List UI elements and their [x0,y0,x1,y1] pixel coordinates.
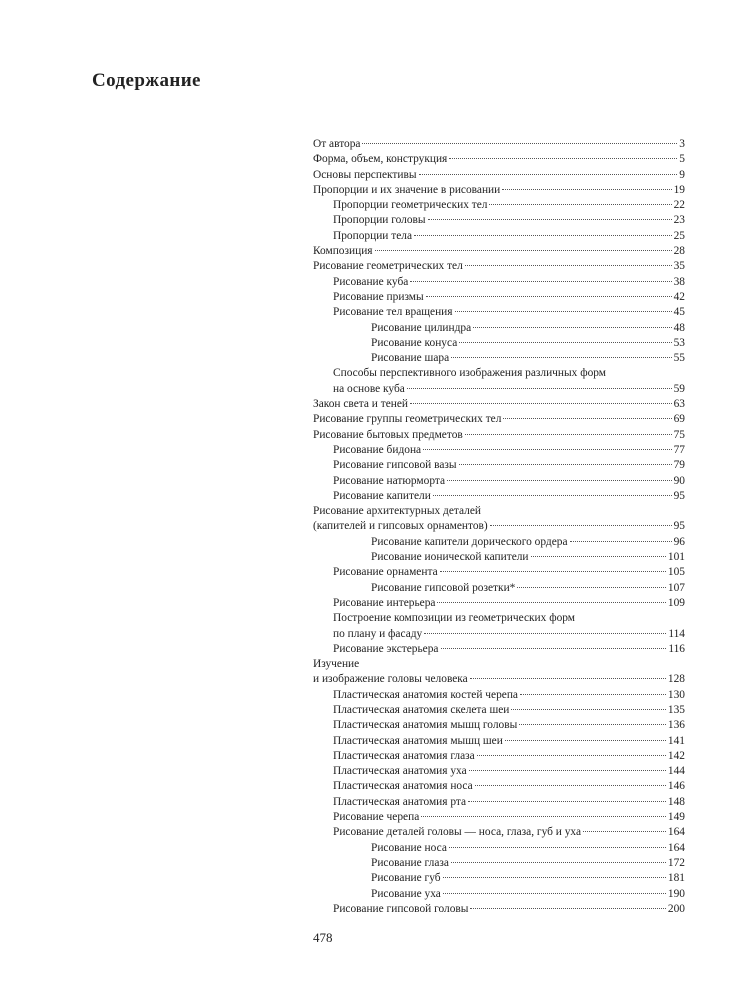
toc-entry-page: 141 [667,734,685,747]
toc-entry[interactable] [313,213,685,228]
toc-entry-page: 96 [673,535,685,548]
toc-entry-label: Пластическая анатомия костей черепа [333,688,518,701]
toc-entry-label: Рисование геометрических тел [313,260,463,273]
toc-entry-page: 128 [667,673,685,686]
toc-entry[interactable] [313,259,685,274]
toc-entry-label: Рисование призмы [333,290,424,303]
dot-leader [468,800,666,802]
toc-entry-page: 19 [673,183,685,196]
toc-entry-label: Закон света и теней [313,398,409,411]
toc-entry-page: 136 [667,719,685,732]
toc-entry-label: Рисование экстерьера [333,642,439,655]
toc-entry-page: 101 [667,551,685,564]
dot-leader [475,784,666,786]
dot-leader [455,310,672,312]
toc-entry-label: на основе куба [333,382,405,395]
toc-entry-label: Рисование глаза [371,856,449,869]
toc-entry[interactable] [313,688,685,703]
toc-entry[interactable] [313,657,685,688]
toc-entry-label: Пропорции геометрических тел [333,199,488,212]
toc-entry[interactable] [313,718,685,733]
toc-entry[interactable] [313,458,685,473]
toc-entry-page: 172 [667,856,685,869]
toc-entry-label: Рисование гипсовой головы [333,902,469,915]
dot-leader [505,739,666,741]
toc-entry-page: 146 [667,780,685,793]
toc-entry-page: 42 [673,290,685,303]
toc-entry-page: 53 [673,336,685,349]
dot-leader [362,142,677,144]
dot-leader [470,907,665,909]
toc-entry[interactable] [313,351,685,366]
dot-leader [443,892,666,894]
toc-entry[interactable] [313,779,685,794]
toc-entry[interactable] [313,504,685,535]
toc-entry-label-line1: Рисование архитектурных деталей [313,505,481,518]
dot-leader [470,677,666,679]
toc-entry-page: 149 [667,811,685,824]
toc-entry[interactable] [313,412,685,427]
dot-leader [410,402,672,404]
toc-entry-label: по плану и фасаду [333,627,423,640]
toc-entry-page: 55 [673,352,685,365]
dot-leader [426,295,672,297]
toc-entry-label: Пластическая анатомия глаза [333,749,475,762]
dot-leader [424,632,666,634]
dot-leader [419,173,678,175]
toc-entry[interactable] [313,749,685,764]
toc-entry-page: 63 [673,398,685,411]
toc-entry[interactable] [313,825,685,840]
dot-leader [437,601,665,603]
toc-entry-label: Рисование гипсовой розетки* [371,581,516,594]
toc-entry-label: Рисование бидона [333,443,422,456]
dot-leader [519,723,666,725]
toc-entry-page: 38 [673,275,685,288]
toc-entry[interactable] [313,856,685,871]
toc-entry-label: Пластическая анатомия мышц головы [333,719,518,732]
toc-entry-page: 69 [673,413,685,426]
toc-entry[interactable] [313,290,685,305]
toc-entry[interactable] [313,489,685,504]
toc-entry-page: 105 [667,566,685,579]
dot-leader [570,540,672,542]
toc-entry[interactable] [313,137,685,152]
toc-entry-page: 35 [673,260,685,273]
dot-leader [375,249,672,251]
toc-entry-page: 144 [667,765,685,778]
dot-leader [520,693,666,695]
dot-leader [517,586,666,588]
toc-entry-label-line1: Построение композиции из геометрических форм [333,612,575,625]
toc-entry-label: Рисование интерьера [333,596,436,609]
toc-entry[interactable] [313,810,685,825]
toc-entry[interactable] [313,168,685,183]
dot-leader [489,203,671,205]
toc-entry-label: Рисование конуса [371,336,458,349]
toc-entry-label: и изображение головы человека [313,673,468,686]
toc-entry[interactable] [313,321,685,336]
toc-entry-label: Основы перспективы [313,168,417,181]
toc-entry-page: 164 [667,841,685,854]
toc-entry-label: Рисование гипсовой вазы [333,459,457,472]
toc-entry-label: Пластическая анатомия уха [333,765,467,778]
toc-entry[interactable] [313,183,685,198]
toc-entry[interactable] [313,336,685,351]
toc-entry[interactable] [313,596,685,611]
toc-entry-page: 48 [673,321,685,334]
toc-entry[interactable] [313,764,685,779]
toc-entry-page: 3 [679,138,685,150]
toc-entry-page: 107 [667,581,685,594]
dot-leader [451,861,666,863]
toc-entry-page: 9 [679,168,685,181]
toc-entry-page: 5 [679,153,685,166]
dot-leader [502,188,671,190]
toc-entry-label: Рисование тел вращения [333,306,453,319]
toc-entry-page: 142 [667,749,685,762]
toc-entry[interactable] [313,428,685,443]
toc-entry-label: (капителей и гипсовых орнаментов) [313,520,488,533]
toc-entry[interactable] [313,198,685,213]
toc-entry-label: Рисование черепа [333,811,420,824]
toc-entry[interactable] [313,397,685,412]
toc-entry-label: Рисование капители дорического ордера [371,535,568,548]
toc-entry-label: Пластическая анатомия носа [333,780,473,793]
page-title: Содержание [92,70,201,91]
dot-leader [459,341,671,343]
toc-entry-label: Рисование капители [333,489,431,502]
toc-entry-page: 109 [667,596,685,609]
toc-entry-page: 200 [667,902,685,915]
toc-entry-page: 90 [673,474,685,487]
toc-entry-page: 59 [673,382,685,395]
dot-leader [477,754,666,756]
toc-entry-label: Композиция [313,245,373,258]
toc-entry-page: 135 [667,703,685,716]
toc-entry-label: Рисование шара [371,352,450,365]
toc-entry[interactable] [313,581,685,596]
toc-entry-page: 22 [673,199,685,212]
dot-leader [503,417,671,419]
toc-entry-label: Пропорции и их значение в рисовании [313,183,501,196]
toc-entry-label: Рисование ионической капители [371,551,529,564]
toc-entry-label: Рисование губ [371,872,441,885]
dot-leader [459,463,672,465]
toc-entry-page: 77 [673,443,685,456]
toc-entry-page: 114 [668,627,685,640]
toc-entry[interactable] [313,474,685,489]
dot-leader [407,387,672,389]
toc-entry[interactable] [313,734,685,749]
toc-entry-page: 25 [673,229,685,242]
dot-leader [449,846,666,848]
toc-entry-page: 45 [673,306,685,319]
dot-leader [410,280,671,282]
toc-entry-label: Рисование орнамента [333,566,438,579]
dot-leader [414,234,672,236]
toc-entry-label: Пластическая анатомия мышц шеи [333,734,503,747]
toc-entry-page: 95 [673,489,685,502]
toc-entry-label: Рисование уха [371,887,441,900]
toc-entry[interactable] [313,152,685,167]
toc-entry[interactable] [313,305,685,320]
toc-entry-label: Пропорции головы [333,214,426,227]
toc-entry-label: От автора [313,138,361,150]
dot-leader [447,479,672,481]
toc-entry[interactable] [313,443,685,458]
dot-leader [465,433,672,435]
toc-entry-label: Рисование цилиндра [371,321,472,334]
toc-entry-page: 181 [667,872,685,885]
dot-leader [421,815,666,817]
toc-entry-label: Рисование куба [333,275,409,288]
dot-leader [428,218,672,220]
toc-entry-page: 148 [667,795,685,808]
dot-leader [473,326,671,328]
dot-leader [451,356,671,358]
toc-entry[interactable] [313,229,685,244]
toc-entry[interactable] [313,841,685,856]
dot-leader [511,708,666,710]
toc-entry-label-line1: Способы перспективного изображения различных форм [333,367,607,380]
dot-leader [449,157,677,159]
toc-entry-page: 116 [668,642,685,655]
toc-entry-label: Пропорции тела [333,229,413,242]
toc-entry[interactable] [313,795,685,810]
toc-entry-label: Рисование деталей головы — носа, глаза, губ и уха [333,826,582,839]
dot-leader [469,769,666,771]
toc-entry[interactable] [313,565,685,580]
toc-entry[interactable] [313,902,685,917]
toc-entry-label: Пластическая анатомия скелета шеи [333,703,510,716]
toc-entry[interactable] [313,887,685,902]
toc-entry-page: 164 [667,826,685,839]
toc-entry[interactable] [313,275,685,290]
dot-leader [490,524,672,526]
page-number: 478 [313,930,333,945]
dot-leader [423,448,672,450]
toc-entry-page: 23 [673,214,685,227]
toc-entry-label: Рисование бытовых предметов [313,428,463,441]
toc-entry-page: 95 [673,520,685,533]
toc-entry-label: Рисование носа [371,841,447,854]
toc-entry-page: 75 [673,428,685,441]
toc-entry-label: Рисование группы геометрических тел [313,413,502,426]
toc-entry-label: Рисование натюрморта [333,474,446,487]
toc-entry-page: 28 [673,245,685,258]
toc-entry[interactable] [313,871,685,886]
toc-entry[interactable] [313,366,685,397]
dot-leader [440,570,666,572]
toc-entry-page: 190 [667,887,685,900]
toc-entry-label: Пластическая анатомия рта [333,795,467,808]
toc-entry[interactable] [313,642,685,657]
toc-entry[interactable] [313,244,685,259]
toc-entry-label: Форма, объем, конструкция [313,153,448,166]
dot-leader [441,647,667,649]
table-of-contents [313,137,685,917]
toc-entry-page: 79 [673,459,685,472]
dot-leader [583,830,666,832]
toc-entry[interactable] [313,535,685,550]
dot-leader [433,494,672,496]
toc-entry-label-line1: Изучение [313,658,360,671]
dot-leader [443,876,666,878]
toc-entry[interactable] [313,611,685,642]
toc-entry-page: 130 [667,688,685,701]
dot-leader [531,555,666,557]
dot-leader [465,264,672,266]
toc-entry[interactable] [313,703,685,718]
toc-entry[interactable] [313,550,685,565]
